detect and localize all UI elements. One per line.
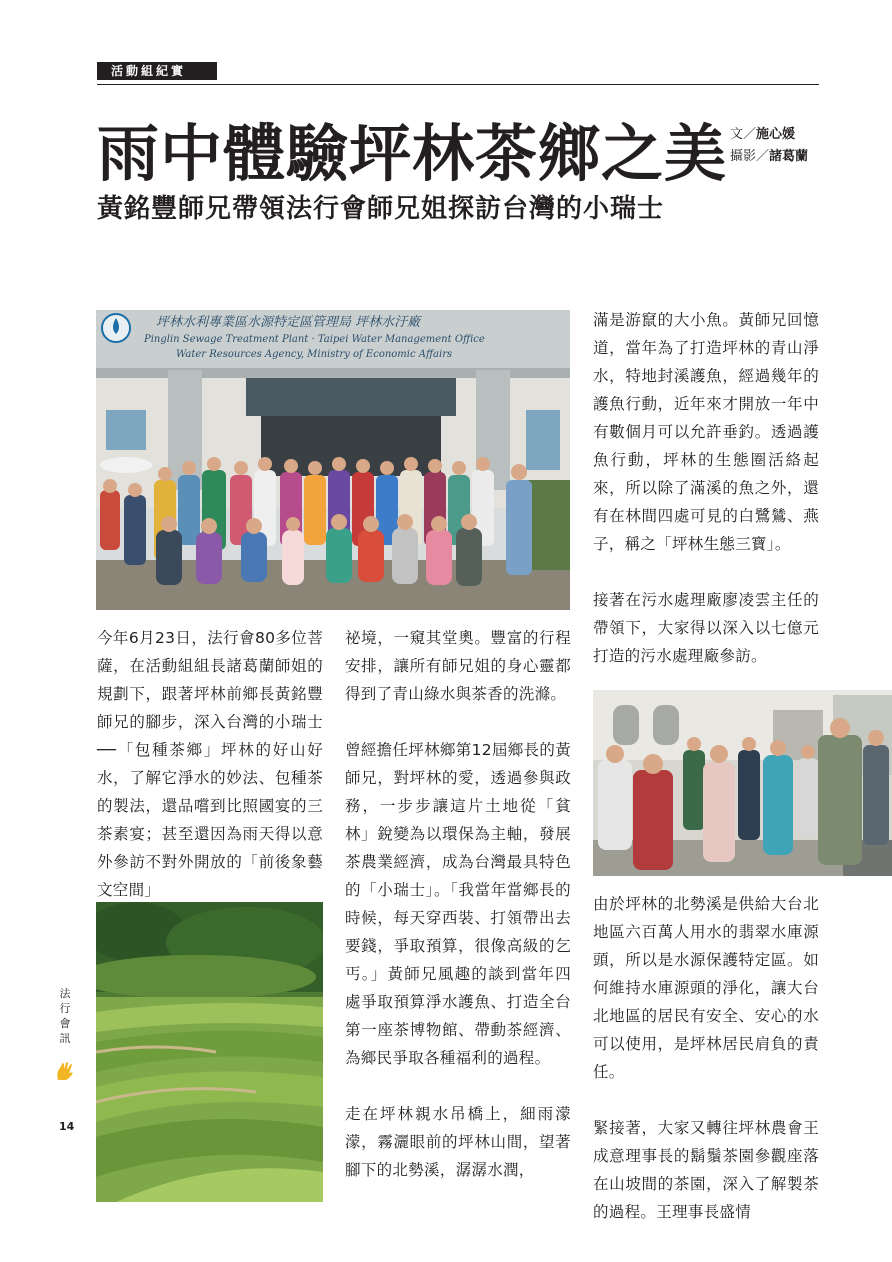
hand-icon [54,1060,76,1082]
header-rule [97,84,819,85]
writer-name: 施心媛 [756,127,796,142]
writer-label: 文／ [730,127,757,142]
article-credits [730,124,808,168]
col2-paragraph-3: 走在坪林親水吊橋上，細雨濛濛，霧灑眼前的坪林山間，望著腳下的北勢溪，潺潺水潤， [345,1105,571,1179]
tea-garden-photo [96,902,323,1202]
column-3-bottom [593,890,819,1226]
page-number: 14 [59,1120,75,1133]
col2-paragraph-2: 曾經擔任坪林鄉第12屆鄉長的黃師兄，對坪林的愛，透過參與政務，一步步讓這片土地從「貧林」銳變為以環保為主軸，發展茶農業經濟，成為台灣最具特色的「小瑞士」。「我當年當鄉長的時候，每天穿西裝、打領帶出去要錢，爭取預算，很像高級的乞丐。」黃師兄風趣的談到當年四處爭取預算淨水護魚、打造全台第一座茶博物館、帶動茶經濟、為鄉民爭取各種福利的過程。 [345,741,571,1067]
column-2 [345,624,571,1184]
sign-text-line1: 坪林水利專業區水源特定區管理局 坪林水汙廠 [156,315,421,330]
col3-paragraph-3: 由於坪林的北勢溪是供給大台北地區六百萬人用水的翡翠水庫源頭，所以是水源保護特定區。如何維持水庫源頭的淨化，讓大台北地區的居民有安全、安心的水可以使用，是坪林居民肩負的責任。 [593,895,819,1081]
photographer-name: 諸葛蘭 [769,149,809,164]
col3-paragraph-2: 接著在污水處理廠廖凌雲主任的帶領下，大家得以深入以七億元打造的污水處理廠參訪。 [593,591,819,665]
col1-paragraph: 今年6月23日，法行會80多位菩薩，在活動組組長諸葛蘭師姐的規劃下，跟著坪林前鄉長黃銘豐師兄的腳步，深入台灣的小瑞士──「包種茶鄉」坪林的好山好水，了解它淨水的妙法、包種茶的製法，還品嚐到比照國宴的三茶素宴；甚至還因為雨天得以意外參訪不對外開放的「前後象藝文空間」 [97,629,323,899]
col2-paragraph-1: 祕境，一窺其堂奧。豐富的行程安排，讓所有師兄姐的身心靈都得到了青山綠水與茶香的洗滌。 [345,629,571,703]
col3-paragraph-1: 滿是游竄的大小魚。黃師兄回憶道，當年為了打造坪林的青山淨水，特地封溪護魚，經過幾年的護魚行動，近年來才開放一年中有數個月可以允許垂釣。透過護魚行動，坪林的生態圈活絡起來，所以除了滿溪的魚之外，還有在林間四處可見的白鷺鷥、燕子，稱之「坪林生態三寶」。 [593,311,819,553]
section-tag: 活動組紀實 [97,62,217,80]
column-1 [97,624,323,904]
column-3-top [593,306,819,670]
sign-text-line3: Water Resources Agency, Ministry of Economic Affairs [176,349,453,360]
col3-paragraph-4: 緊接著，大家又轉往坪林農會王成意理事長的鬍鬚茶園參觀座落在山坡間的茶園，深入了解製茶的過程。王理事長盛情 [593,1119,819,1221]
plant-tour-photo [593,690,892,876]
magazine-name: 法行會訊 [59,987,71,1045]
photographer-label: 攝影／ [730,149,770,164]
sign-text-line2: Pinglin Sewage Treatment Plant · Taipei Water Management Office [144,334,485,345]
article-subtitle: 黃銘豐師兄帶領法行會師兄姐探訪台灣的小瑞士 [97,194,665,224]
group-photo [96,310,570,610]
article-title: 雨中體驗坪林茶鄉之美 [97,117,728,190]
